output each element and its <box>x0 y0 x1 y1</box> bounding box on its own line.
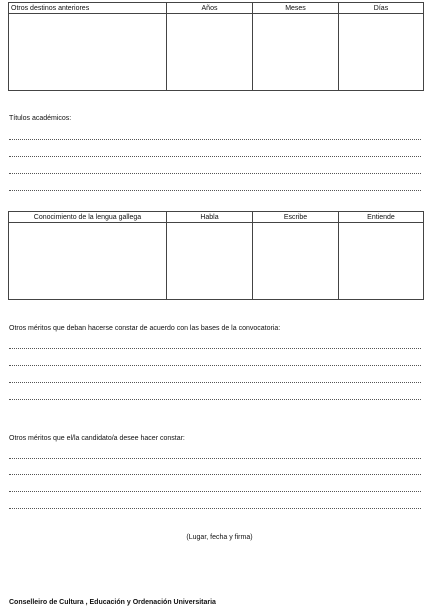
cell-understands[interactable] <box>339 223 424 300</box>
footer-addressee: Conselleiro de Cultura , Educación y Ordenación Universitaria <box>9 599 216 606</box>
academic-titles-label: Títulos académicos: <box>9 115 72 122</box>
header-months: Meses <box>253 3 339 14</box>
candidate-merits-line-2[interactable] <box>9 474 421 475</box>
cell-previous-destinations[interactable] <box>9 14 167 91</box>
cell-speaks[interactable] <box>167 223 253 300</box>
cell-years[interactable] <box>167 14 253 91</box>
header-days: Días <box>339 3 424 14</box>
header-speaks: Habla <box>167 212 253 223</box>
candidate-merits-line-4[interactable] <box>9 508 421 509</box>
header-galician-knowledge: Conocimiento de la lengua gallega <box>9 212 167 223</box>
cell-writes[interactable] <box>253 223 339 300</box>
cell-days[interactable] <box>339 14 424 91</box>
academic-titles-line-4[interactable] <box>9 190 421 191</box>
header-years: Años <box>167 3 253 14</box>
academic-titles-line-3[interactable] <box>9 173 421 174</box>
candidate-merits-line-1[interactable] <box>9 458 421 459</box>
call-merits-line-1[interactable] <box>9 348 421 349</box>
candidate-merits-line-3[interactable] <box>9 491 421 492</box>
header-previous-destinations: Otros destinos anteriores <box>9 3 167 14</box>
previous-destinations-table <box>8 2 424 91</box>
cell-galician-knowledge[interactable] <box>9 223 167 300</box>
call-merits-line-4[interactable] <box>9 399 421 400</box>
header-writes: Escribe <box>253 212 339 223</box>
cell-months[interactable] <box>253 14 339 91</box>
galician-language-table <box>8 211 424 300</box>
call-merits-line-2[interactable] <box>9 365 421 366</box>
call-merits-line-3[interactable] <box>9 382 421 383</box>
academic-titles-line-1[interactable] <box>9 139 421 140</box>
header-understands: Entiende <box>339 212 424 223</box>
call-merits-label: Otros méritos que deban hacerse constar de acuerdo con las bases de la convocatoria: <box>9 325 281 332</box>
candidate-merits-label: Otros méritos que el/la candidato/a desee hacer constar: <box>9 435 185 442</box>
signature-label: (Lugar, fecha y firma) <box>186 534 253 541</box>
academic-titles-line-2[interactable] <box>9 156 421 157</box>
